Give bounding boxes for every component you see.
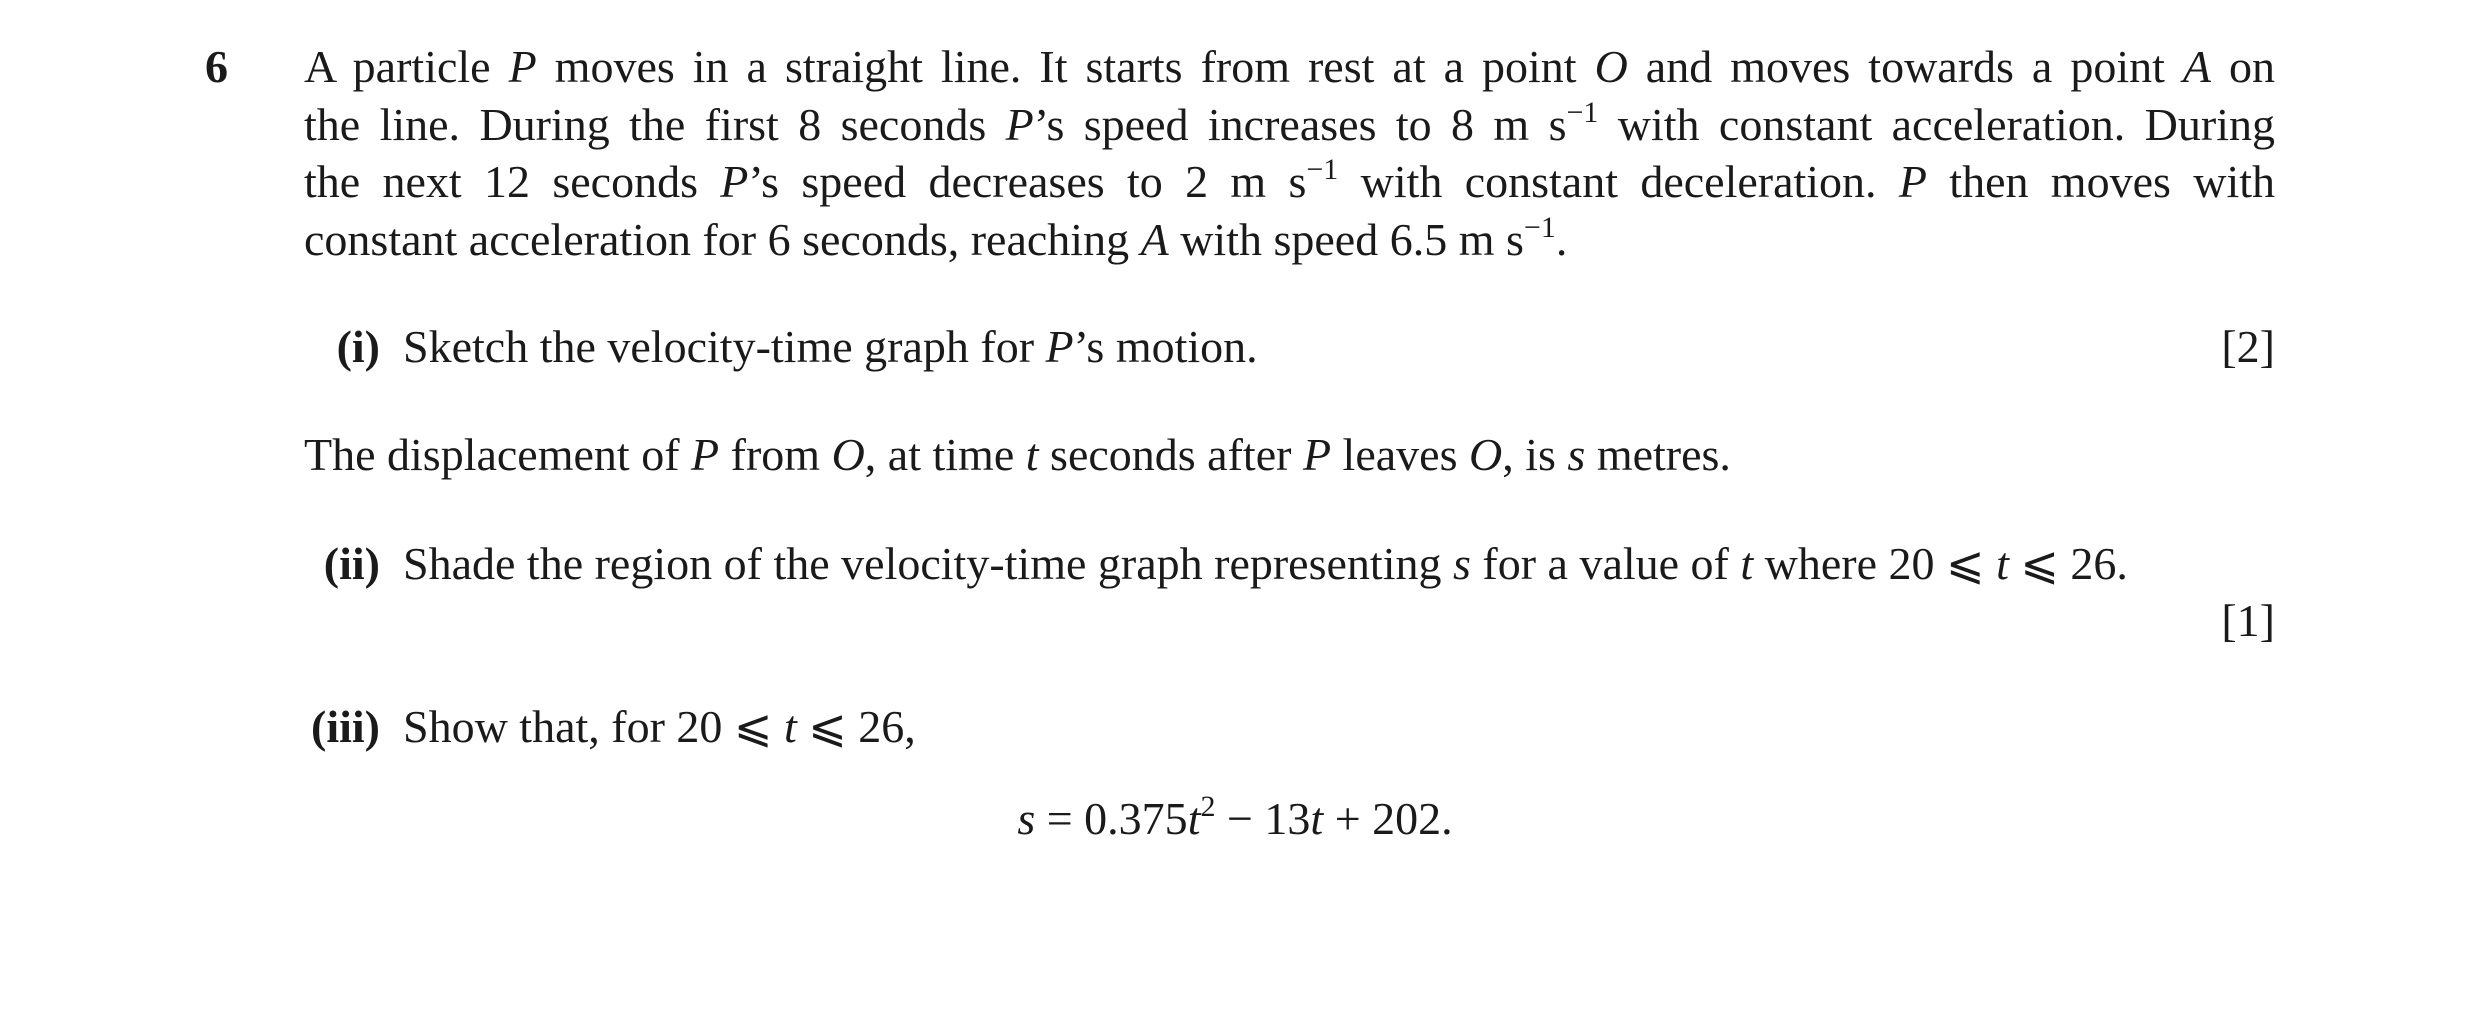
part-i-text: Sketch the velocity-time graph for P’s motion. <box>403 321 1258 372</box>
question-number: 6 <box>205 41 228 92</box>
equation-body: $s = 0.375t^2 - 13t + 202$. <box>1017 790 1453 844</box>
displacement-equation <box>0 790 2480 847</box>
part-iii-label: (iii) <box>311 701 380 752</box>
part-ii-marks: [1] <box>2221 595 2275 646</box>
intro-line-1: A particle P moves in a straight line. It starts from rest at a point O and moves towards a point A on <box>304 41 2275 92</box>
displacement-statement: The displacement of P from O, at time t seconds after P leaves O, is s metres. <box>304 429 1731 480</box>
part-i <box>0 318 2480 378</box>
part-i-marks: [2] <box>2221 321 2275 372</box>
intro-line-2: the line. During the first 8 seconds P’s speed increases to 8 m $s^{-1}$ with constant acceleration. During <box>304 95 2275 150</box>
part-iii-text: Show that, for 20 ⩽ t ⩽ 26, <box>403 701 916 752</box>
part-ii-text: Shade the region of the velocity-time graph representing s for a value of t where 20 ⩽ t ⩽ 26. <box>403 538 2128 589</box>
part-ii <box>0 535 2480 595</box>
part-ii-label: (ii) <box>323 538 380 589</box>
intro-line-4: constant acceleration for 6 seconds, reaching A with speed 6.5 m $s^{-1}$. <box>304 210 1568 265</box>
part-i-label: (i) <box>336 321 380 372</box>
intro-line-3: the next 12 seconds P’s speed decreases to 2 m $s^{-1}$ with constant deceleration. P then moves with <box>304 153 2276 207</box>
question-intro <box>304 38 2275 268</box>
part-iii <box>0 698 2480 758</box>
